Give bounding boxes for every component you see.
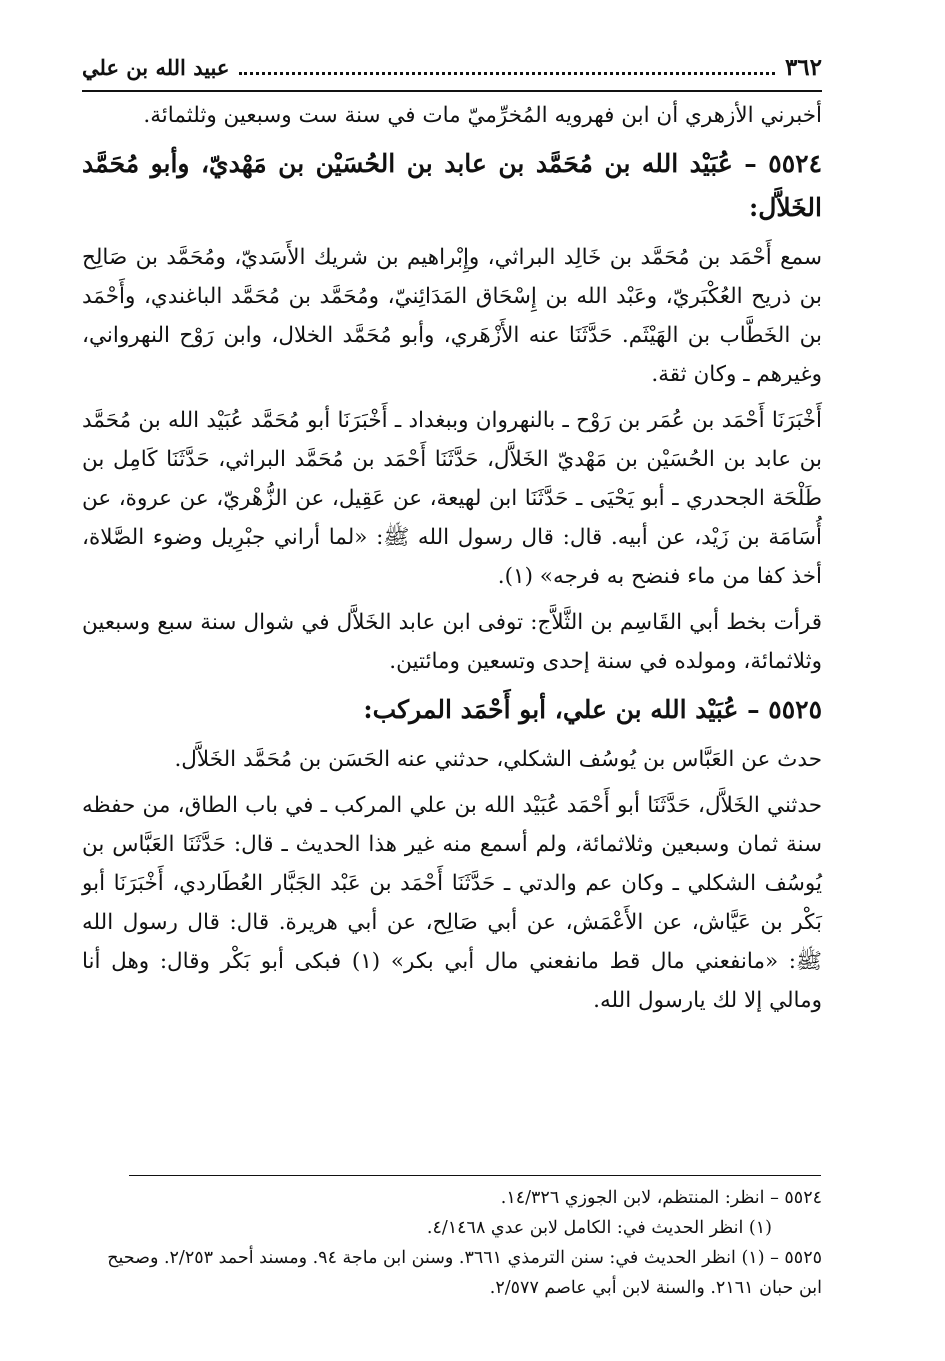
paragraph: حدث عن العَبَّاس بن يُوسُف الشكلي، حدثني عنه الحَسَن بن مُحَمَّد الخَلاَّل. — [174, 747, 822, 772]
paragraph: أخبرني الأزهري أن ابن فهرويه المُخرِّميّ مات في سنة ست وسبعين وثلثمائة. — [143, 103, 822, 128]
footnote-separator — [129, 1175, 821, 1176]
paragraph: قرأت بخط أبي القَاسِم بن الثَّلاَّج: توفى ابن عابد الخَلاَّل في شوال سنة سبع وسبعين وثلاثمائة، ومولده في سنة إحدى وتسعين ومائتين. — [82, 610, 822, 674]
header-dot-leader — [239, 60, 775, 75]
footnote: ٥٥٢٤ – انظر: المنتظم، لابن الجوزي ١٤/٣٢٦. — [500, 1188, 822, 1208]
footnote: ٥٥٢٥ – (١) انظر الحديث في: سنن الترمذي ٣٦٦١. وسنن ابن ماجة ٩٤. ومسند أحمد ٢/٢٥٣. وصحيح ابن حبان ٢١٦١. والسنة لابن أبي عاصم ٢/٥٧٧. — [107, 1248, 822, 1298]
paragraph: سمع أَحْمَد بن مُحَمَّد بن خَالِد البراثي، وإِبْراهيم بن شريك الأَسَديّ، ومُحَمَّد بن صَالِح بن ذريح العُكْبَريّ، وعَبْد الله بن إِسْحَاق المَدَائِنيّ، ومُحَمَّد بن مُحَمَّد الباغندي، وأَحْمَد بن الخَطَّاب بن الهَيْثَم. حَدَّثَنَا عنه الأَزْهَري، وأبو مُحَمَّد الخلال، وابن رَوْح النهرواني، وغيرهم ـ وكان ثقة. — [82, 245, 822, 387]
entry-heading: ٥٥٢٥ – عُبَيْد الله بن علي، أبو أَحْمَد المركب: — [363, 695, 822, 724]
footnote: (١) انظر الحديث في: الكامل لابن عدي ٤/١٤٦٨. — [426, 1218, 772, 1238]
paragraph: حدثني الخَلاَّل، حَدَّثَنَا أبو أَحْمَد عُبَيْد الله بن علي المركب ـ في باب الطاق، من حفظه سنة ثمان وسبعين وثلاثمائة، ولم أسمع منه غير هذا الحديث ـ قال: حَدَّثَنَا العَبَّاس بن يُوسُف الشكلي ـ وكان عم والدتي ـ حَدَّثَنَا أَحْمَد بن عَبْد الجَبَّار العُطَاردي، أَخْبَرَنَا أبو بَكْر بن عَيَّاش، عن الأَعْمَش، عن أبي صَالِح، عن أبي هريرة. قال: قال رسول الله ﷺ: «مانفعني مال قط مانفعني مال أبي بكر» (١) فبكى أبو بَكْر وقال: وهل أنا ومالي إلا لك يارسول الله. — [82, 793, 822, 1013]
main-text — [82, 96, 822, 1027]
paragraph: أَخْبَرَنَا أَحْمَد بن عُمَر بن رَوْح ـ بالنهروان وببغداد ـ أَخْبَرَنَا أبو مُحَمَّد عُبَيْد الله بن مُحَمَّد بن عابد بن الحُسَيْن بن مَهْديّ الخَلاَّل، حَدَّثَنَا أَحْمَد بن مُحَمَّد البراثي، حَدَّثَنَا كَامِل بن طَلْحَة الجحدري ـ أبو يَحْيَى ـ حَدَّثَنَا ابن لهيعة، عن عَقِيل، عن الزُّهْريّ، عن عروة، عن أُسَامَة بن زَيْد، عن أبيه. قال: قال رسول الله ﷺ: «لما أراني جبْرِيل وضوء الصَّلاة، أخذ كفا من ماء فنضح به فرجه» (١). — [82, 408, 822, 589]
page-header — [82, 44, 822, 92]
footnotes — [82, 1183, 822, 1303]
entry-heading: ٥٥٢٤ – عُبَيْد الله بن مُحَمَّد بن عابد بن الحُسَيْن بن مَهْديّ، وأبو مُحَمَّد الخَلاَّل: — [82, 149, 822, 222]
running-title: عبيد الله بن علي — [82, 54, 230, 80]
page-number: ٣٦٢ — [784, 53, 822, 81]
